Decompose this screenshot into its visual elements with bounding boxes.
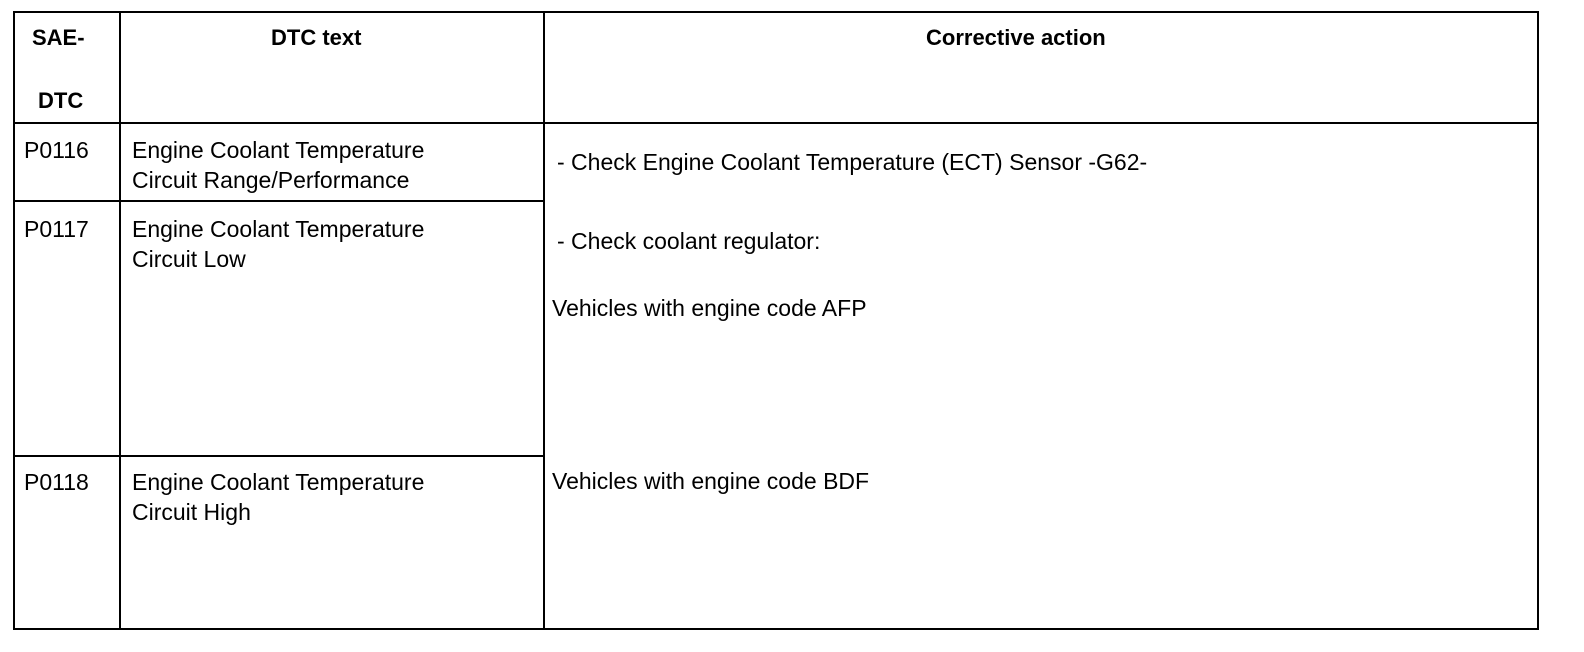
table-border-left	[13, 11, 15, 630]
header-dtc-text: DTC text	[271, 25, 362, 50]
dtc-table	[13, 11, 1539, 630]
table-border-right	[1537, 11, 1539, 630]
row-divider-2	[13, 455, 545, 457]
dtc-text-line1: Engine Coolant Temperature	[132, 216, 425, 242]
header-code-line1: SAE-	[32, 25, 85, 50]
table-border-bottom	[13, 628, 1539, 630]
column-divider-1	[119, 11, 121, 630]
action-engine-code-afp: Vehicles with engine code AFP	[552, 295, 867, 321]
action-check-ect-sensor: - Check Engine Coolant Temperature (ECT) Sensor -G62-	[557, 149, 1148, 175]
dtc-text-line2: Circuit High	[132, 499, 251, 525]
header-code-line2: DTC	[38, 88, 84, 113]
row-divider-1	[13, 200, 545, 202]
action-engine-code-bdf: Vehicles with engine code BDF	[552, 468, 870, 494]
header-corrective-action: Corrective action	[926, 25, 1106, 50]
dtc-text-line2: Circuit Range/Performance	[132, 167, 410, 193]
dtc-text-line1: Engine Coolant Temperature	[132, 469, 425, 495]
dtc-text-line2: Circuit Low	[132, 246, 246, 272]
header-divider	[13, 122, 1539, 124]
dtc-code: P0118	[24, 469, 89, 495]
dtc-text-line1: Engine Coolant Temperature	[132, 137, 425, 163]
dtc-code: P0117	[24, 216, 89, 242]
dtc-code: P0116	[24, 137, 89, 163]
action-check-coolant-regulator: - Check coolant regulator:	[557, 228, 821, 254]
table-border-top	[13, 11, 1539, 13]
column-divider-2	[543, 11, 545, 630]
